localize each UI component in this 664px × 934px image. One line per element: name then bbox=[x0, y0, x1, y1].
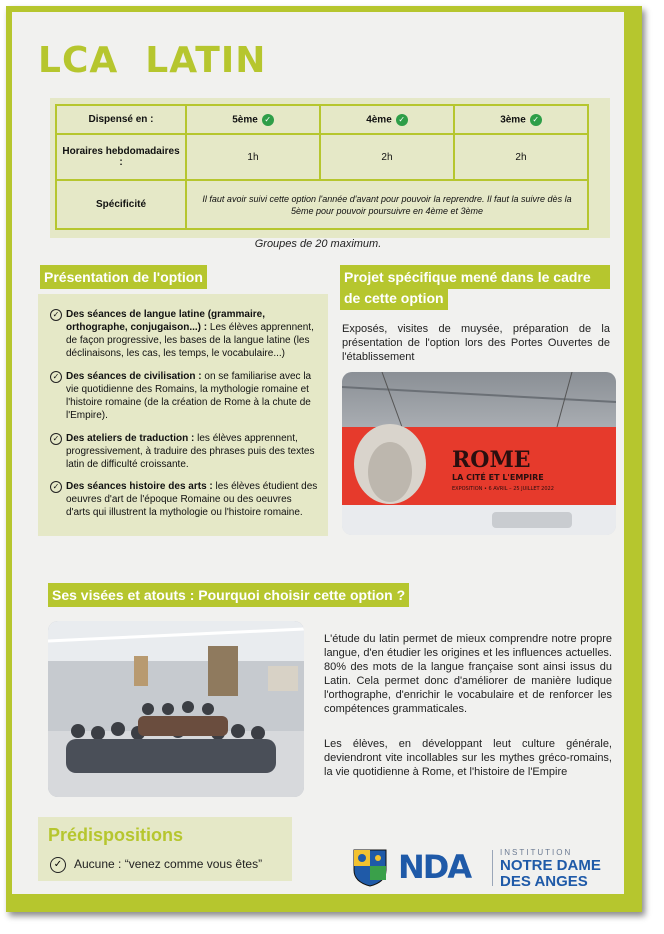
schedule-table bbox=[55, 104, 589, 230]
projet-heading-line1: Projet spécifique mené dans le cadre bbox=[344, 269, 591, 285]
check-icon: ✓ bbox=[396, 114, 408, 126]
table-cell: 1h bbox=[186, 134, 320, 180]
check-circle-icon: ✓ bbox=[50, 371, 62, 383]
logo-line-3: DES ANGES bbox=[500, 873, 588, 890]
specificity-text: Il faut avoir suivi cette option l'année d'avant pour pouvoir la reprendre. Il faut la suivre dès la 5ème pour pouvoir poursuivre en 4ème et 3ème bbox=[186, 180, 588, 229]
banner-dates: EXPOSITION • 6 AVRIL – 25 JUILLET 2022 bbox=[452, 486, 554, 492]
table-row bbox=[56, 134, 588, 180]
row-label: Spécificité bbox=[56, 180, 186, 229]
row-label: Horaires hebdomadaires : bbox=[56, 134, 186, 180]
coat-of-arms-icon bbox=[352, 848, 388, 888]
logo-line-1: INSTITUTION bbox=[500, 848, 573, 857]
group-photo-image bbox=[48, 621, 304, 797]
table-cell bbox=[454, 105, 588, 134]
list-item bbox=[50, 480, 318, 519]
item-text: les élèves étudient des oeuvres d'art de l'époque Romaine ou des oeuvres d'arts qui illustrent la mythologie ou l'histoire romaine. bbox=[66, 481, 318, 518]
rome-exhibition-photo bbox=[342, 372, 616, 535]
predispositions-heading: Prédispositions bbox=[48, 825, 184, 845]
row-label: Dispensé en : bbox=[56, 105, 186, 134]
banner-title: ROME bbox=[452, 447, 531, 473]
institution-logo bbox=[352, 846, 612, 890]
cell-value: 3ème bbox=[500, 114, 526, 126]
page bbox=[12, 12, 624, 894]
predispositions-item: Aucune : “venez comme vous êtes” bbox=[74, 857, 263, 871]
visees-paragraph-1: L'étude du latin permet de mieux comprendre notre propre langue, d'en étudier les origines et les influences actuelles. 80% des mots de la langue française sont ainsi issus du Latin. Cela permet donc d'améliorer de manière ludique l'orthographe, d'enrichir le vocabulaire et de renforcer les compétences grammaticales. bbox=[324, 633, 612, 715]
visees-paragraph-2: Les élèves, en développant leut culture générale, deviendront vite incollables sur les mythes gréco-romains, la vie quotidienne à Rome, et l'histoire de l'Empire bbox=[324, 738, 612, 778]
check-circle-icon: ✓ bbox=[50, 309, 62, 321]
table-row bbox=[56, 180, 588, 229]
banner-subtitle: LA CITÉ ET L'EMPIRE bbox=[452, 473, 544, 482]
check-icon: ✓ bbox=[530, 114, 542, 126]
item-text: Les élèves apprennent, de façon progressive, les bases de la langue latine (les déclinaisons, les cas, les temps, le vocabulaire...) bbox=[66, 322, 314, 359]
projet-text: Exposés, visites de muysée, préparation de la présentation de l'option lors des Portes Ouvertes de l'établissement bbox=[342, 323, 610, 363]
predispositions-panel bbox=[38, 817, 292, 881]
item-text: les élèves apprennent, progressivement, à traduire des phrases puis des textes latin de difficulté croissante. bbox=[66, 433, 315, 470]
exhibition-photo-image bbox=[342, 372, 616, 535]
logo-divider bbox=[492, 850, 493, 886]
groups-note: Groupes de 20 maximum. bbox=[254, 238, 382, 250]
check-circle-icon: ✓ bbox=[50, 481, 62, 493]
page-title: LCA LATIN bbox=[38, 40, 267, 81]
table-cell: 2h bbox=[454, 134, 588, 180]
item-bold: Des séances de civilisation : bbox=[66, 371, 202, 382]
list-item bbox=[50, 432, 318, 471]
cell-value: 5ème bbox=[232, 114, 258, 126]
list-item bbox=[50, 308, 318, 360]
item-text: on se familiarise avec la vie quotidienne des Romains, la mythologie romaine et l'histoire romaine (de la création de Rome à la chute de l'Empire). bbox=[66, 371, 312, 421]
table-cell bbox=[320, 105, 454, 134]
list-item bbox=[50, 370, 318, 422]
cell-value: 4ème bbox=[366, 114, 392, 126]
visees-heading: Ses visées et atouts : Pourquoi choisir cette option ? bbox=[48, 583, 409, 607]
check-circle-icon: ✓ bbox=[50, 433, 62, 445]
table-cell bbox=[186, 105, 320, 134]
check-circle-icon: ✓ bbox=[50, 857, 66, 873]
presentation-heading: Présentation de l'option bbox=[40, 265, 207, 289]
check-icon: ✓ bbox=[262, 114, 274, 126]
item-bold: Des séances histoire des arts : bbox=[66, 481, 213, 492]
logo-line-2: NOTRE DAME bbox=[500, 857, 601, 874]
item-bold: Des séances de langue latine (grammaire, orthographe, conjugaison...) : bbox=[66, 309, 265, 333]
table-cell: 2h bbox=[320, 134, 454, 180]
projet-heading-2: de cette option bbox=[340, 286, 448, 310]
presentation-panel bbox=[38, 294, 328, 536]
nda-letters: NDA bbox=[398, 848, 471, 886]
item-bold: Des ateliers de traduction : bbox=[66, 433, 195, 444]
table-row bbox=[56, 105, 588, 134]
museum-group-photo bbox=[48, 621, 304, 797]
